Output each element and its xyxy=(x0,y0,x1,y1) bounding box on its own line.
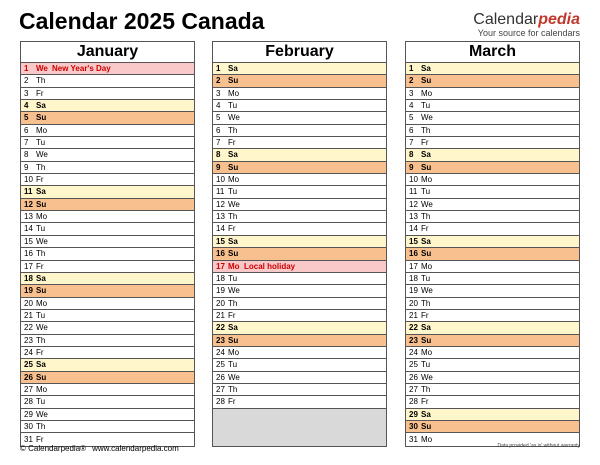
day-of-week: Su xyxy=(228,335,239,345)
day-row xyxy=(213,112,386,124)
day-of-week: Fr xyxy=(228,310,236,320)
day-row xyxy=(406,137,579,149)
day-number: 23 xyxy=(24,335,33,345)
day-of-week: Sa xyxy=(421,150,431,160)
day-of-week: We xyxy=(228,372,240,382)
day-number: 31 xyxy=(24,434,33,444)
day-number: 3 xyxy=(409,88,414,98)
day-number: 23 xyxy=(409,335,418,345)
day-of-week: We xyxy=(421,199,433,209)
footer-copyright: © Calendarpedia® xyxy=(20,444,87,453)
day-row xyxy=(406,63,579,75)
day-number: 31 xyxy=(409,434,418,444)
brand-name-part2: pedia xyxy=(538,11,580,28)
day-number: 10 xyxy=(24,175,33,185)
day-number: 16 xyxy=(216,249,225,259)
day-number: 7 xyxy=(409,138,414,148)
holiday-label: New Year's Day xyxy=(52,64,111,73)
day-number: 9 xyxy=(409,162,414,172)
day-row xyxy=(406,359,579,371)
day-of-week: We xyxy=(421,286,433,296)
day-of-week: Su xyxy=(421,335,432,345)
day-of-week: Tu xyxy=(36,138,46,148)
day-row xyxy=(213,125,386,137)
day-of-week: Fr xyxy=(36,434,44,444)
day-of-week: Mo xyxy=(421,434,433,444)
day-of-week: We xyxy=(36,323,48,333)
day-number: 11 xyxy=(409,187,418,197)
month-header: February xyxy=(213,42,386,63)
day-number: 25 xyxy=(24,360,33,370)
day-number: 2 xyxy=(409,76,414,86)
day-row xyxy=(21,310,194,322)
footer-disclaimer: Data provided 'as is' without warranty xyxy=(497,443,580,449)
day-number: 28 xyxy=(216,397,225,407)
day-row xyxy=(213,285,386,297)
page-title: Calendar 2025 Canada xyxy=(19,8,265,34)
day-number: 9 xyxy=(216,162,221,172)
day-row xyxy=(213,174,386,186)
day-of-week: Fr xyxy=(421,224,429,234)
day-number: 23 xyxy=(216,335,225,345)
day-number: 5 xyxy=(24,113,29,123)
day-row xyxy=(406,273,579,285)
day-number: 15 xyxy=(24,236,33,246)
day-row xyxy=(21,335,194,347)
holiday-label: Local holiday xyxy=(244,261,296,271)
day-of-week: Th xyxy=(228,384,238,394)
day-number: 15 xyxy=(216,236,225,246)
day-of-week: Su xyxy=(36,199,47,209)
day-number: 19 xyxy=(216,286,225,296)
day-of-week: Su xyxy=(228,249,239,259)
day-of-week: Mo xyxy=(228,175,240,185)
day-of-week: Sa xyxy=(36,101,46,111)
empty-row xyxy=(213,433,386,445)
day-row xyxy=(21,63,194,75)
day-of-week: Tu xyxy=(228,187,238,197)
day-row xyxy=(21,384,194,396)
day-number: 20 xyxy=(409,298,418,308)
day-row xyxy=(21,223,194,235)
day-row xyxy=(21,125,194,137)
day-of-week: Tu xyxy=(36,397,46,407)
day-of-week: We xyxy=(36,64,48,73)
day-of-week: Mo xyxy=(36,384,48,394)
day-number: 7 xyxy=(24,138,29,148)
day-row xyxy=(213,310,386,322)
day-row xyxy=(406,88,579,100)
day-of-week: Su xyxy=(228,162,239,172)
day-row xyxy=(21,88,194,100)
day-row xyxy=(406,396,579,408)
day-of-week: Sa xyxy=(421,323,431,333)
day-of-week: Th xyxy=(421,212,431,222)
day-of-week: Su xyxy=(228,76,239,86)
day-of-week: Mo xyxy=(421,347,433,357)
day-number: 13 xyxy=(409,212,418,222)
day-number: 19 xyxy=(409,286,418,296)
day-of-week: Th xyxy=(228,125,238,135)
day-number: 26 xyxy=(409,372,418,382)
footer-url[interactable]: www.calendarpedia.com xyxy=(92,444,179,453)
day-number: 30 xyxy=(409,421,418,431)
day-of-week: Tu xyxy=(228,360,238,370)
day-row xyxy=(406,211,579,223)
day-of-week: Fr xyxy=(228,224,236,234)
day-row xyxy=(213,384,386,396)
day-row xyxy=(213,298,386,310)
day-of-week: Mo xyxy=(36,298,48,308)
day-number: 16 xyxy=(24,249,33,259)
day-row xyxy=(213,137,386,149)
day-number: 28 xyxy=(24,397,33,407)
day-number: 8 xyxy=(216,150,221,160)
day-row xyxy=(213,261,386,273)
day-row xyxy=(213,211,386,223)
day-number: 13 xyxy=(216,212,225,222)
day-of-week: Mo xyxy=(228,347,240,357)
day-row xyxy=(21,186,194,198)
day-of-week: Fr xyxy=(36,175,44,185)
day-number: 1 xyxy=(216,64,221,73)
empty-row xyxy=(213,421,386,433)
day-row xyxy=(213,100,386,112)
day-row xyxy=(406,125,579,137)
day-number: 1 xyxy=(24,64,29,73)
day-of-week: Su xyxy=(421,249,432,259)
day-of-week: Th xyxy=(36,76,46,86)
day-number: 27 xyxy=(216,384,225,394)
month-january xyxy=(20,41,195,447)
day-row xyxy=(21,359,194,371)
day-of-week: Mo xyxy=(228,261,240,271)
day-row xyxy=(406,112,579,124)
day-row xyxy=(213,273,386,285)
day-row xyxy=(406,285,579,297)
day-row xyxy=(406,223,579,235)
day-row xyxy=(21,75,194,87)
day-row xyxy=(21,248,194,260)
day-of-week: Tu xyxy=(36,224,46,234)
day-row xyxy=(406,248,579,260)
day-of-week: Tu xyxy=(421,360,431,370)
day-row xyxy=(21,199,194,211)
day-of-week: Fr xyxy=(421,397,429,407)
day-row xyxy=(21,211,194,223)
day-number: 11 xyxy=(24,187,33,197)
day-of-week: Th xyxy=(421,125,431,135)
brand-tagline: Your source for calendars xyxy=(477,28,580,38)
day-number: 29 xyxy=(409,409,418,419)
day-of-week: We xyxy=(421,113,433,123)
day-of-week: Tu xyxy=(421,273,431,283)
day-row xyxy=(406,347,579,359)
day-number: 12 xyxy=(216,199,225,209)
day-number: 5 xyxy=(409,113,414,123)
day-number: 22 xyxy=(216,323,225,333)
day-number: 6 xyxy=(409,125,414,135)
day-of-week: We xyxy=(36,150,48,160)
day-row xyxy=(406,199,579,211)
day-row xyxy=(213,322,386,334)
day-number: 6 xyxy=(216,125,221,135)
day-number: 10 xyxy=(409,175,418,185)
day-number: 24 xyxy=(216,347,225,357)
day-row xyxy=(406,100,579,112)
day-of-week: Sa xyxy=(228,64,238,73)
day-row xyxy=(213,75,386,87)
day-number: 22 xyxy=(409,323,418,333)
day-row xyxy=(406,409,579,421)
day-of-week: Th xyxy=(421,298,431,308)
day-of-week: Fr xyxy=(421,310,429,320)
day-of-week: Sa xyxy=(36,273,46,283)
day-row xyxy=(406,236,579,248)
day-row xyxy=(21,347,194,359)
day-number: 30 xyxy=(24,421,33,431)
day-number: 24 xyxy=(409,347,418,357)
day-of-week: Tu xyxy=(228,273,238,283)
day-of-week: Tu xyxy=(421,187,431,197)
day-of-week: Su xyxy=(36,286,47,296)
day-of-week: Su xyxy=(421,421,432,431)
day-row xyxy=(213,372,386,384)
day-row xyxy=(213,149,386,161)
day-of-week: Th xyxy=(36,421,46,431)
day-number: 17 xyxy=(24,261,33,271)
day-of-week: Sa xyxy=(421,64,431,73)
day-of-week: Sa xyxy=(421,236,431,246)
day-row xyxy=(21,137,194,149)
day-number: 27 xyxy=(409,384,418,394)
day-row xyxy=(21,273,194,285)
day-number: 22 xyxy=(24,323,33,333)
day-row xyxy=(21,396,194,408)
day-number: 10 xyxy=(216,175,225,185)
day-row xyxy=(213,162,386,174)
day-row xyxy=(406,75,579,87)
day-row xyxy=(406,421,579,433)
day-number: 18 xyxy=(409,273,418,283)
day-number: 19 xyxy=(24,286,33,296)
day-of-week: Mo xyxy=(228,88,240,98)
month-header: January xyxy=(21,42,194,63)
day-number: 16 xyxy=(409,249,418,259)
day-of-week: We xyxy=(228,199,240,209)
day-number: 14 xyxy=(409,224,418,234)
day-number: 14 xyxy=(24,224,33,234)
day-row xyxy=(213,223,386,235)
day-of-week: Th xyxy=(36,162,46,172)
day-number: 2 xyxy=(24,76,29,86)
day-number: 28 xyxy=(409,397,418,407)
footer-left xyxy=(20,444,179,453)
day-row xyxy=(406,186,579,198)
day-number: 7 xyxy=(216,138,221,148)
day-number: 9 xyxy=(24,162,29,172)
day-of-week: We xyxy=(228,286,240,296)
day-number: 26 xyxy=(216,372,225,382)
month-february xyxy=(212,41,387,447)
day-row xyxy=(21,285,194,297)
day-row xyxy=(406,310,579,322)
day-row xyxy=(213,359,386,371)
day-of-week: Tu xyxy=(228,101,238,111)
day-number: 1 xyxy=(409,64,414,73)
day-row xyxy=(21,174,194,186)
day-number: 18 xyxy=(24,273,33,283)
empty-row xyxy=(213,409,386,421)
day-row xyxy=(406,261,579,273)
day-row xyxy=(213,199,386,211)
day-of-week: Sa xyxy=(228,236,238,246)
day-row xyxy=(21,421,194,433)
day-row xyxy=(406,322,579,334)
day-of-week: Su xyxy=(421,76,432,86)
day-of-week: Fr xyxy=(36,261,44,271)
day-row xyxy=(406,298,579,310)
brand-logo[interactable] xyxy=(473,12,580,39)
day-row xyxy=(406,372,579,384)
day-of-week: We xyxy=(228,113,240,123)
day-number: 8 xyxy=(24,150,29,160)
day-of-week: Fr xyxy=(228,397,236,407)
day-row xyxy=(213,88,386,100)
day-of-week: Th xyxy=(228,212,238,222)
day-of-week: Mo xyxy=(421,175,433,185)
day-row xyxy=(21,162,194,174)
day-of-week: Sa xyxy=(228,150,238,160)
day-of-week: Tu xyxy=(421,101,431,111)
day-number: 12 xyxy=(409,199,418,209)
day-number: 8 xyxy=(409,150,414,160)
day-of-week: Su xyxy=(36,372,47,382)
day-of-week: Sa xyxy=(421,409,431,419)
day-number: 17 xyxy=(216,261,225,271)
brand-name-part1: Calendar xyxy=(473,11,539,28)
day-of-week: We xyxy=(421,372,433,382)
day-number: 13 xyxy=(24,212,33,222)
day-of-week: Mo xyxy=(421,261,433,271)
day-row xyxy=(213,335,386,347)
day-row xyxy=(21,100,194,112)
day-row xyxy=(406,174,579,186)
day-number: 3 xyxy=(24,88,29,98)
day-row xyxy=(213,236,386,248)
day-number: 18 xyxy=(216,273,225,283)
day-of-week: Mo xyxy=(421,88,433,98)
day-of-week: Mo xyxy=(36,212,48,222)
day-of-week: Mo xyxy=(36,125,48,135)
day-row xyxy=(21,236,194,248)
day-of-week: Sa xyxy=(228,323,238,333)
day-number: 29 xyxy=(24,409,33,419)
day-row xyxy=(406,162,579,174)
day-number: 20 xyxy=(24,298,33,308)
day-number: 4 xyxy=(216,101,221,111)
day-number: 24 xyxy=(24,347,33,357)
day-row xyxy=(406,384,579,396)
day-row xyxy=(21,149,194,161)
day-of-week: Fr xyxy=(36,88,44,98)
day-number: 15 xyxy=(409,236,418,246)
day-of-week: Fr xyxy=(228,138,236,148)
day-of-week: We xyxy=(36,236,48,246)
day-of-week: Fr xyxy=(421,138,429,148)
day-number: 4 xyxy=(409,101,414,111)
day-row xyxy=(213,248,386,260)
day-row xyxy=(21,261,194,273)
day-number: 5 xyxy=(216,113,221,123)
day-number: 17 xyxy=(409,261,418,271)
day-of-week: Th xyxy=(228,298,238,308)
day-row xyxy=(21,409,194,421)
day-number: 25 xyxy=(409,360,418,370)
day-number: 21 xyxy=(409,310,418,320)
day-number: 25 xyxy=(216,360,225,370)
day-of-week: Th xyxy=(36,335,46,345)
day-row xyxy=(213,186,386,198)
day-number: 26 xyxy=(24,372,33,382)
day-row xyxy=(21,322,194,334)
day-number: 21 xyxy=(24,310,33,320)
day-row xyxy=(213,396,386,408)
day-number: 3 xyxy=(216,88,221,98)
day-of-week: Tu xyxy=(36,310,46,320)
day-row xyxy=(21,112,194,124)
month-header: March xyxy=(406,42,579,63)
day-row xyxy=(406,149,579,161)
day-of-week: Su xyxy=(36,113,47,123)
day-number: 20 xyxy=(216,298,225,308)
day-number: 12 xyxy=(24,199,33,209)
day-row xyxy=(406,335,579,347)
day-of-week: Sa xyxy=(36,360,46,370)
day-row xyxy=(213,63,386,75)
day-number: 2 xyxy=(216,76,221,86)
day-row xyxy=(21,298,194,310)
day-of-week: Th xyxy=(421,384,431,394)
day-of-week: Th xyxy=(36,249,46,259)
day-of-week: Fr xyxy=(36,347,44,357)
day-number: 14 xyxy=(216,224,225,234)
day-number: 11 xyxy=(216,187,225,197)
day-of-week: Sa xyxy=(36,187,46,197)
day-of-week: Su xyxy=(421,162,432,172)
day-number: 6 xyxy=(24,125,29,135)
day-of-week: We xyxy=(36,409,48,419)
day-row xyxy=(21,372,194,384)
day-number: 27 xyxy=(24,384,33,394)
month-march xyxy=(405,41,580,447)
day-number: 4 xyxy=(24,101,29,111)
day-number: 21 xyxy=(216,310,225,320)
day-row xyxy=(213,347,386,359)
